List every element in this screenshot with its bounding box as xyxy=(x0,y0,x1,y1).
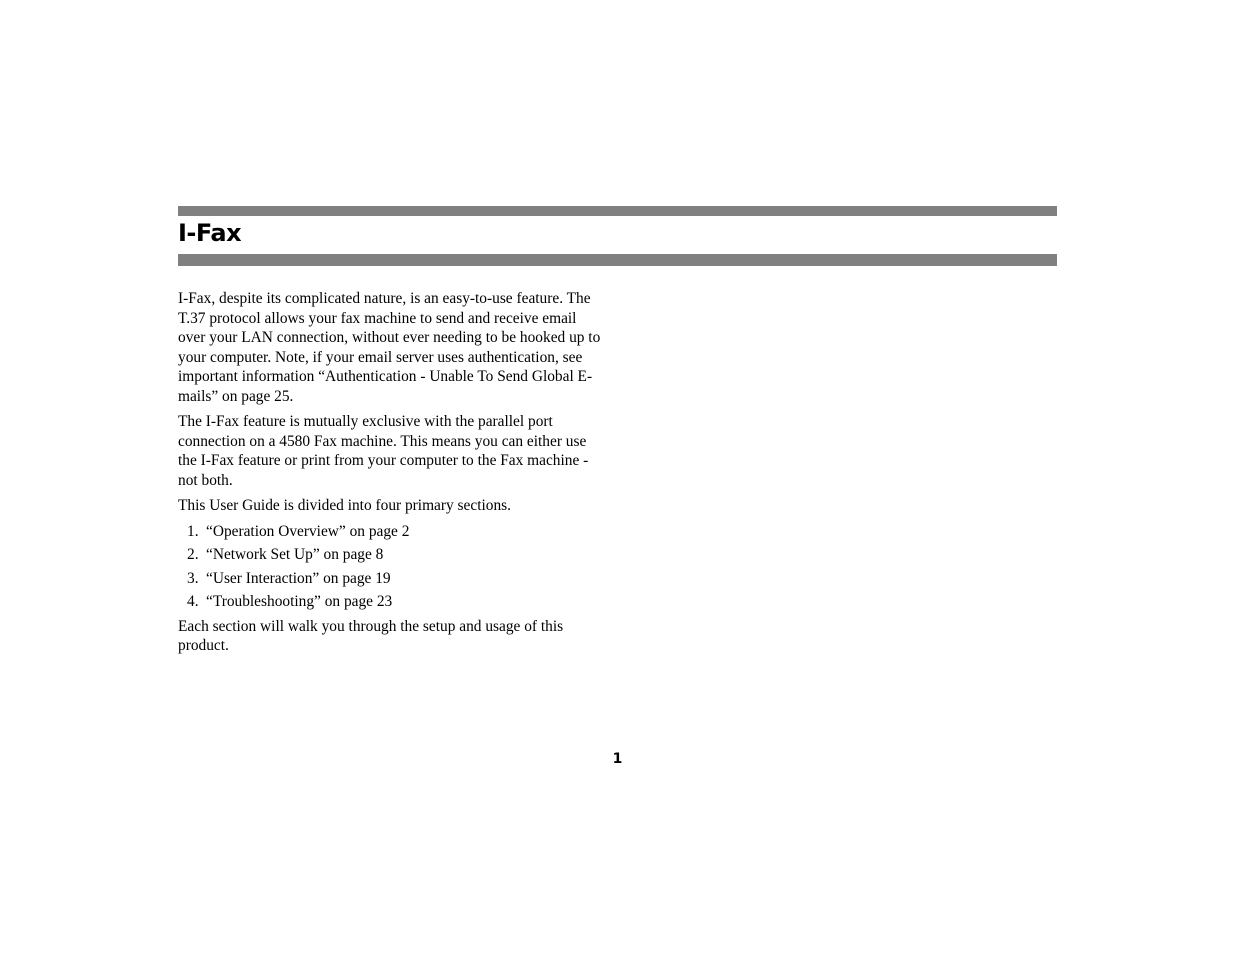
header-rule-bottom xyxy=(178,254,1057,266)
list-item-link[interactable]: “Troubleshooting” on page 23 xyxy=(206,593,393,610)
page-title: I-Fax xyxy=(178,219,242,247)
intro-paragraph: I-Fax, despite its complicated nature, is an easy-to-use feature. The T.37 protocol allows your fax machine to send and receive email over your LAN connection, without ever needing to be hooked up to your computer. Note, if your email server uses authentication, see important information “Authentication - Unable To Send Global E-mails” on page 25. xyxy=(178,290,601,405)
exclusivity-paragraph: The I-Fax feature is mutually exclusive with the parallel port connection on a 4580 Fax machine. This means you can either use the I-Fax feature or print from your computer to the Fax machine - not both. xyxy=(178,413,589,489)
closing-paragraph: Each section will walk you through the setup and usage of this product. xyxy=(178,617,564,654)
body-text xyxy=(178,289,603,662)
list-item[interactable] xyxy=(178,569,603,589)
list-item-number: 4. xyxy=(187,593,199,610)
list-item[interactable] xyxy=(178,592,603,612)
list-item-number: 3. xyxy=(187,569,199,587)
list-item-link[interactable]: “User Interaction” on page 19 xyxy=(206,569,391,587)
list-item-number: 1. xyxy=(187,522,199,540)
sections-intro-paragraph: This User Guide is divided into four primary sections. xyxy=(178,497,511,514)
list-item[interactable] xyxy=(178,522,603,542)
page-number: 1 xyxy=(612,751,623,767)
list-item[interactable] xyxy=(178,545,603,565)
header-rule-top xyxy=(178,206,1057,216)
sections-list xyxy=(178,522,603,612)
list-item-number: 2. xyxy=(187,546,199,563)
list-item-link[interactable]: “Network Set Up” on page 8 xyxy=(206,546,384,563)
list-item-link[interactable]: “Operation Overview” on page 2 xyxy=(206,522,410,540)
